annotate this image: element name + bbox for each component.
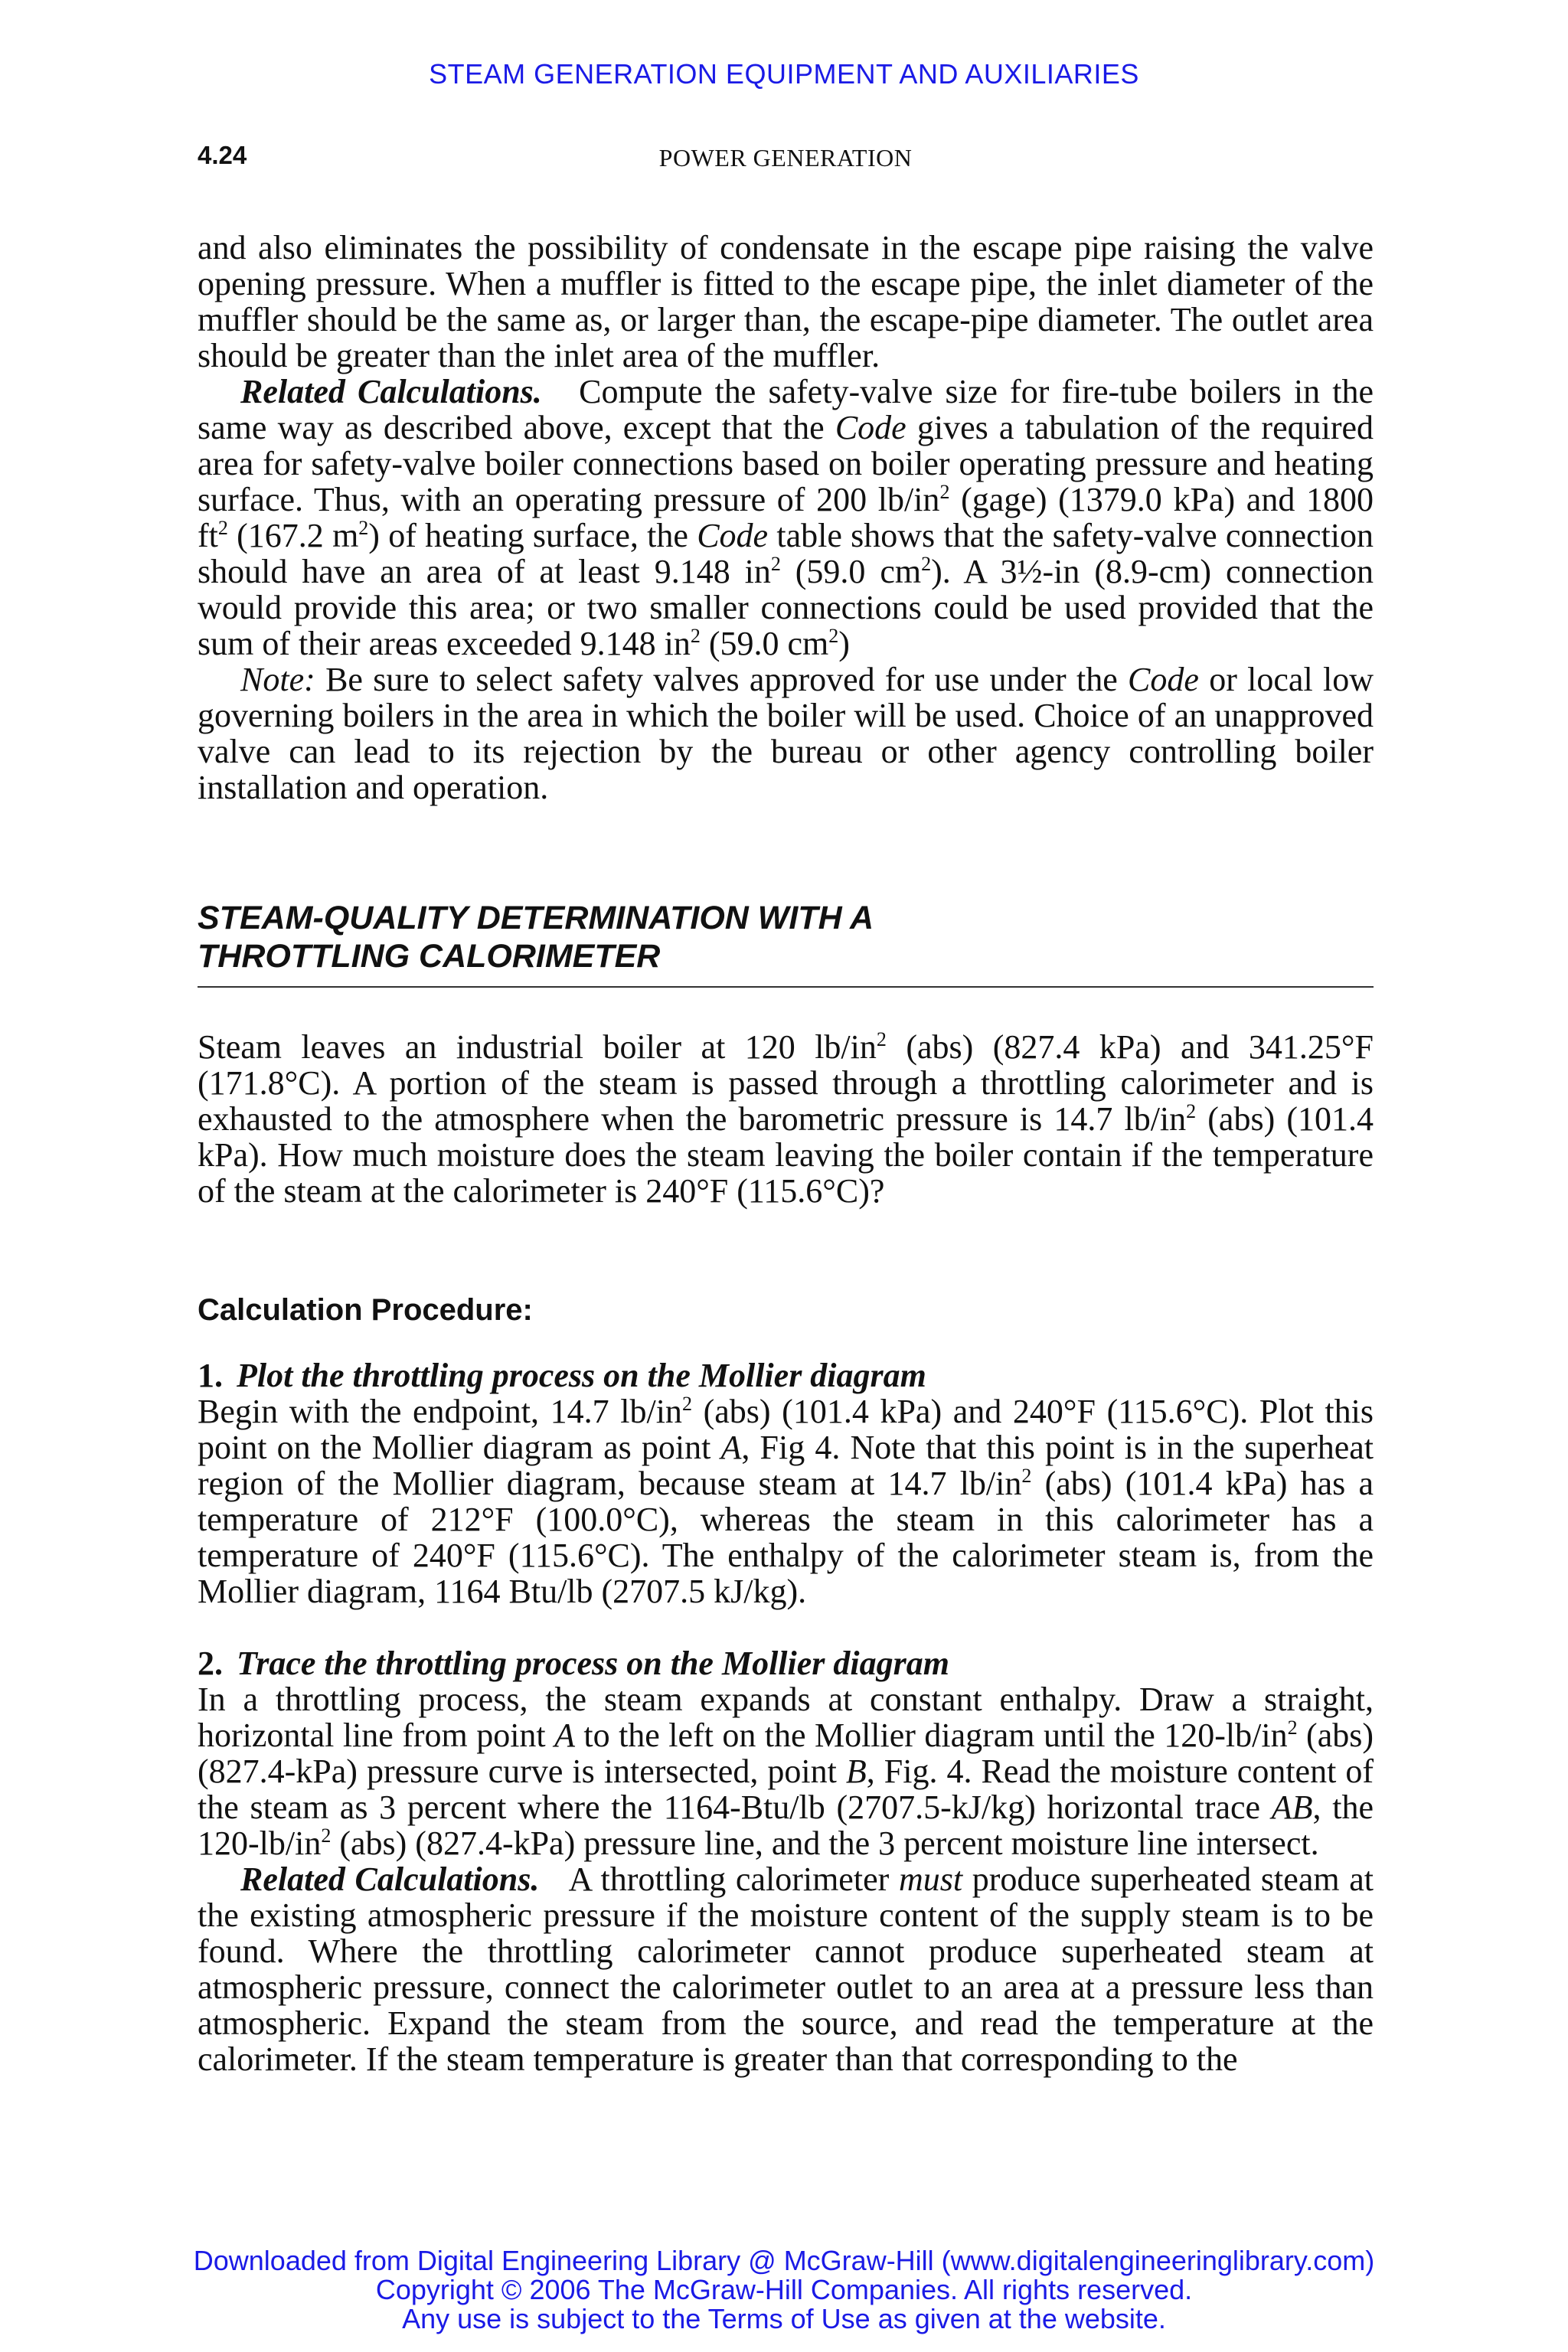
superscript-2: 2 bbox=[770, 553, 781, 575]
paragraph-related-calculations-calorimeter: Related Calculations. A throttling calorimeter must produce superheated steam at the existing atmospheric pressure if the moisture content of the supply steam is to be found. Where the throttling calorimeter cannot produce superheated steam at atmospheric pressure, connect the calorimeter outlet to an area at a pressure less than atmospheric. Expand the steam from the source, and read the temperature at the calorimeter. If the steam temperature is greater than that corresponding to the bbox=[198, 1860, 1374, 2078]
paragraph-related-calculations-firetube: Related Calculations. Compute the safety-valve size for fire-tube boilers in the same way as described above, except that the Code gives a tabulation of the required area for safety-valve boiler connections based on boiler operating pressure and heating surface. Thus, with an operating pressure of 200 $lb/in^2$ (gage) (1379.0 kPa) and 1800 $ft^2$ (167.2 $m^2$) of heating surface, the Code table shows that the safety-valve connection should have an area of at least 9.148 $in^2$ (59.0 $cm^2$). A 3½-in (8.9-cm) connection would provide this area; or two smaller connections could be used provided that the sum of their areas exceeded 9.148 $in^2$ (59.0 $cm^2$) bbox=[198, 373, 1374, 662]
superscript-2: 2 bbox=[1287, 1717, 1298, 1739]
procedure-heading: Calculation Procedure: bbox=[198, 1293, 533, 1327]
superscript-2: 2 bbox=[217, 517, 228, 539]
footer bbox=[0, 2246, 1568, 2334]
step-1-heading: 1. Plot the throttling process on the Mollier diagram bbox=[198, 1357, 926, 1394]
body-content bbox=[198, 230, 1374, 2077]
run-in-heading: Related Calculations. bbox=[240, 373, 542, 410]
superscript-2: 2 bbox=[1186, 1100, 1197, 1122]
page-number: 4.24 bbox=[198, 141, 247, 169]
superscript-2: 2 bbox=[358, 517, 369, 539]
footer-copyright: Copyright © 2006 The McGraw-Hill Companies. All rights reserved. bbox=[375, 2274, 1193, 2305]
section-title: STEAM-QUALITY DETERMINATION WITH A THROTTLING CALORIMETER bbox=[198, 899, 1374, 988]
superscript-2: 2 bbox=[681, 1393, 692, 1415]
running-head-title: POWER GENERATION bbox=[658, 144, 913, 172]
footer-terms: Any use is subject to the Terms of Use as given at the website. bbox=[402, 2303, 1166, 2334]
superscript-2: 2 bbox=[921, 553, 932, 575]
superscript-2: 2 bbox=[939, 481, 950, 503]
paragraph-note: Note: Be sure to select safety valves approved for use under the Code or local low governing boilers in the area in which the boiler will be used. Choice of an unapproved valve can lead to its rejection by the bureau or other agency controlling boiler installation and operation. bbox=[198, 661, 1374, 806]
superscript-2: 2 bbox=[1021, 1465, 1032, 1487]
note-label: Note: bbox=[240, 661, 315, 698]
problem-statement: Steam leaves an industrial boiler at 120 $lb/in^2$ (abs) (827.4 kPa) and 341.25°F (171.8°C). A portion of the steam is passed through a throttling calorimeter and is exhausted to the atmosphere when the barometric pressure is 14.7 $lb/in^2$ (abs) (101.4 kPa). How much moisture does the steam leaving the boiler contain if the temperature of the steam at the calorimeter is 240°F (115.6°C)? bbox=[198, 1028, 1374, 1210]
run-in-heading: Related Calculations. bbox=[240, 1860, 540, 1898]
running-head bbox=[198, 141, 1374, 179]
footer-download-link[interactable]: Downloaded from Digital Engineering Library @ McGraw-Hill (www.digitalengineeringlibrary.com) bbox=[193, 2245, 1375, 2276]
superscript-2: 2 bbox=[876, 1028, 887, 1050]
step-1-body: Begin with the endpoint, 14.7 $lb/in^2$ (abs) (101.4 kPa) and 240°F (115.6°C). Plot this point on the Mollier diagram as point A, Fig 4. Note that this point is in the superheat region of the Mollier diagram, because steam at 14.7 $lb/in^2$ (abs) (101.4 kPa) has a temperature of 212°F (100.0°C), whereas the steam in this calorimeter has a temperature of 240°F (115.6°C). The enthalpy of the calorimeter steam is, from the Mollier diagram, 1164 Btu/lb (2707.5 kJ/kg). bbox=[198, 1393, 1374, 1610]
superscript-2: 2 bbox=[828, 625, 839, 647]
step-2-heading: 2. Trace the throttling process on the Mollier diagram bbox=[198, 1645, 949, 1682]
superscript-2: 2 bbox=[690, 625, 701, 647]
step-2-body: In a throttling process, the steam expands at constant enthalpy. Draw a straight, horizontal line from point A to the left on the Mollier diagram until the $120-lb/in^2$ (abs) (827.4-kPa) pressure curve is intersected, point B, Fig. 4. Read the moisture content of the steam as 3 percent where the 1164-Btu/lb (2707.5-kJ/kg) horizontal trace AB, the $120-lb/in^2$ (abs) (827.4-kPa) pressure line, and the 3 percent moisture line intersect. bbox=[198, 1681, 1374, 1862]
top-banner: STEAM GENERATION EQUIPMENT AND AUXILIARIES bbox=[429, 58, 1139, 90]
paragraph-muffler: and also eliminates the possibility of condensate in the escape pipe raising the valve opening pressure. When a muffler is fitted to the escape pipe, the inlet diameter of the muffler should be the same as, or larger than, the escape-pipe diameter. The outlet area should be greater than the inlet area of the muffler. bbox=[198, 229, 1374, 374]
superscript-2: 2 bbox=[321, 1824, 332, 1847]
